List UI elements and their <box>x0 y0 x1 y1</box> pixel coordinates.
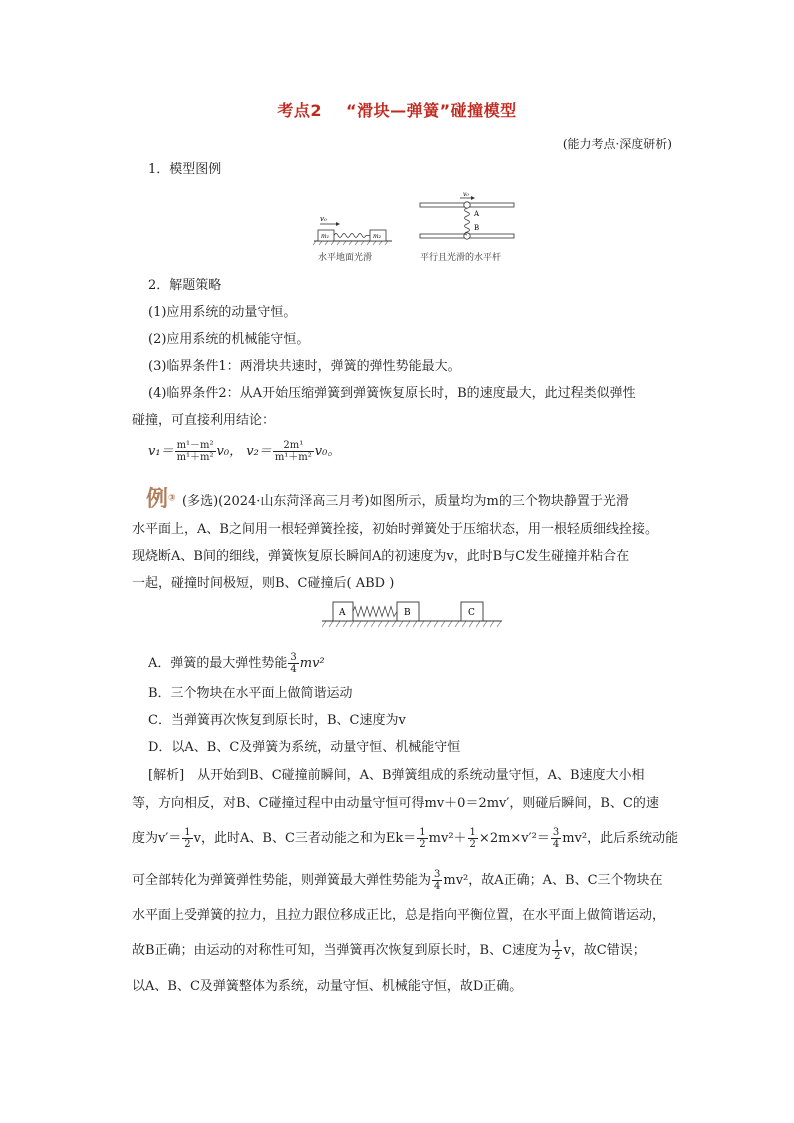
analysis-line: 度为v′＝ $\frac{1}{2}$ v，此时A、B、C三者动能之和为Ek＝ $\frac{1}{2}$ mv²＋ $\frac{1}{2}$ ×2m×v′²＝ $\frac{3}{4}$ mv²，此后系统动能 <box>132 827 679 850</box>
a-label: A <box>474 210 480 218</box>
ground-block-spring-diagram <box>313 215 392 245</box>
caption-ground: 水平地面光滑 <box>318 253 373 263</box>
section-strategy-heading: 2．解题策略 <box>148 278 222 293</box>
v0-label-right: v₀ <box>463 192 469 198</box>
option-b: B．三个物块在水平面上做简谐运动 <box>148 686 353 701</box>
example-label: 例 <box>146 487 169 512</box>
option-a: A．弹簧的最大弹性势能 $\frac{3}{4}$ mv² <box>148 652 325 675</box>
example-number: ③ <box>168 493 176 504</box>
example-text: (多选)(2024·山东菏泽高三月考)如图所示，质量均为m的三个物块静置于光滑 <box>182 494 629 509</box>
example-marker <box>146 482 176 513</box>
parallel-rods-diagram <box>420 192 514 239</box>
v0-symbol: v₀。 <box>314 444 341 459</box>
option-c: C．当弹簧再次恢复到原长时，B、C速度为v <box>148 713 406 728</box>
m1-label: m₁ <box>321 233 330 240</box>
analysis-line: 等，方向相反，对B、C碰撞过程中由动量守恒可得mv＋0＝2mv′，则碰后瞬间，B、C的速 <box>132 796 659 811</box>
spring <box>353 607 397 617</box>
example-text: 现烧断A、B间的细线，弹簧恢复原长瞬间A的初速度为v，此时B与C发生碰撞并粘合在 <box>132 549 630 564</box>
fraction-v1: $\frac{\text{m¹－m²}}{\text{m¹＋m²}}$ <box>176 440 214 463</box>
strategy-item: (2)应用系统的机械能守恒。 <box>148 332 310 347</box>
block-a-label: A <box>339 608 346 618</box>
v2-symbol: v₂＝ <box>246 444 272 459</box>
strategy-item: (4)临界条件2：从A开始压缩弹簧到弹簧恢复原长时，B的速度最大，此过程类似弹性 <box>148 386 636 401</box>
v0-label-left: v₀ <box>320 215 327 223</box>
example-text: 水平面上，A、B之间用一根轻弹簧拴接，初始时弹簧处于压缩状态，用一根轻质细线拴接。 <box>132 522 658 537</box>
strategy-item: (3)临界条件1：两滑块共速时，弹簧的弹性势能最大。 <box>148 359 461 374</box>
analysis-line: 故B正确；由运动的对称性可知，当弹簧再次恢复到原长时，B、C速度为 $\frac{1}{2}$ v，故C错误； <box>132 939 646 962</box>
title-part1: 考点2 <box>277 101 323 120</box>
collision-formula <box>148 440 340 464</box>
title-part2: “滑块—弹簧”碰撞模型 <box>346 101 517 120</box>
fraction-v2: $\frac{\text{2m¹}}{\text{m¹＋m²}}$ <box>274 440 312 463</box>
m2-label: m₂ <box>373 233 382 240</box>
option-d: D．以A、B、C及弹簧为系统，动量守恒、机械能守恒 <box>148 740 461 755</box>
v1-symbol: v₁＝ <box>148 444 174 459</box>
v0-symbol: v₀， <box>216 444 243 459</box>
page-title <box>0 98 794 121</box>
block-b-label: B <box>404 608 411 618</box>
section-model-heading: 1．模型图例 <box>148 162 222 177</box>
example-text: 一起，碰撞时间极短，则B、C碰撞后( ABD ) <box>132 576 395 591</box>
block-c-label: C <box>468 608 475 618</box>
analysis-line: [解析] 从开始到B、C碰撞前瞬间，A、B弹簧组成的系统动量守恒，A、B速度大小相 <box>148 768 645 783</box>
caption-rods: 平行且光滑的水平杆 <box>420 253 502 263</box>
analysis-line: 可全部转化为弹簧弹性势能，则弹簧最大弹性势能为 $\frac{3}{4}$ mv²，故A正确；A、B、C三个物块在 <box>132 869 663 892</box>
blocks-figure <box>320 598 504 632</box>
analysis-line: 以A、B、C及弹簧整体为系统，动量守恒、机械能守恒，故D正确。 <box>132 979 523 994</box>
b-label: B <box>474 224 480 232</box>
analysis-line: 水平面上受弹簧的拉力，且拉力跟位移成正比，总是指向平衡位置，在水平面上做简谐运动， <box>132 908 666 923</box>
strategy-item: 碰撞，可直接利用结论： <box>132 413 276 428</box>
strategy-item: (1)应用系统的动量守恒。 <box>148 305 297 320</box>
level-tag: (能力考点·深度研析) <box>562 137 672 151</box>
